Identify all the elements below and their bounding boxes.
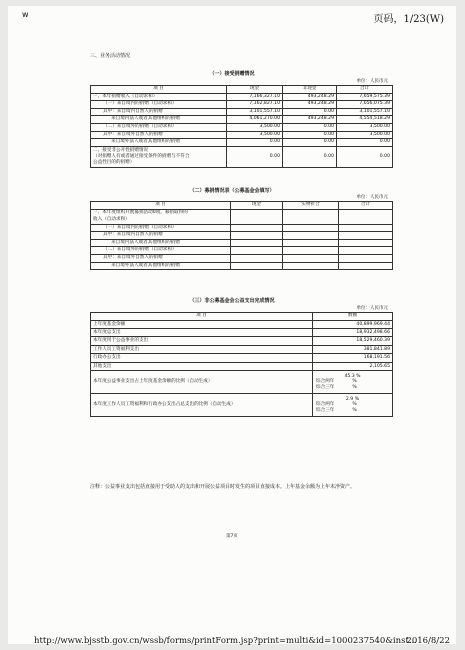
total-cell: 0.00 bbox=[337, 139, 393, 147]
cash-cell: 4,061,270.00 bbox=[227, 116, 283, 124]
table-row bbox=[91, 101, 393, 109]
total-cell bbox=[339, 254, 393, 262]
page-indicator: 页码，1/23(W) bbox=[373, 14, 444, 25]
fundraising-unit: 单位：人民币元 bbox=[356, 195, 388, 200]
cash-cell bbox=[231, 262, 283, 270]
inkind-cell bbox=[283, 247, 339, 255]
cash-cell bbox=[231, 232, 283, 240]
total-cell: 3,500.00 bbox=[337, 131, 393, 139]
cash-cell bbox=[231, 209, 283, 224]
col-header: 现金 bbox=[227, 86, 283, 94]
expenditure-table bbox=[90, 312, 393, 417]
cash-cell bbox=[231, 247, 283, 255]
noncash-cell: 0.00 bbox=[283, 139, 337, 147]
footer-date: 2016/8/22 bbox=[406, 636, 450, 646]
donations-unit: 单位：人民币元 bbox=[356, 79, 388, 84]
restricted-label bbox=[91, 146, 227, 167]
donations-table bbox=[90, 85, 393, 168]
col-header: 数额 bbox=[313, 313, 393, 321]
inkind-cell bbox=[283, 239, 339, 247]
table-row bbox=[91, 146, 393, 167]
ratio2-cell bbox=[313, 393, 393, 416]
restricted-line-1: 二、接受非公开性捐赠情况 bbox=[93, 147, 149, 153]
row-label: （一）来自境内的捐赠（自动求和） bbox=[91, 101, 227, 109]
three-year-label: 综合三年 bbox=[316, 407, 335, 413]
cash-cell: 3,500.00 bbox=[227, 123, 283, 131]
total-cell: 7,659,575.39 bbox=[337, 93, 393, 101]
row-label: 行政办公支出 bbox=[91, 354, 313, 362]
ratio2-three-year bbox=[316, 408, 389, 414]
footer-url-link[interactable]: http://www.bjsstb.gov.cn/wssb/forms/printForm.jsp?print=multi&id=1000237540&inst... bbox=[34, 636, 417, 646]
ratio2-label: 本年度工作人员工资福利和行政办公支出占总支出的比例（自动生成） bbox=[91, 393, 313, 416]
amount-cell: 18,529,460.39 bbox=[313, 337, 393, 345]
inkind-cell bbox=[283, 254, 339, 262]
row-label: 其中：来自境外自然人的捐赠 bbox=[91, 254, 231, 262]
header-mark: w bbox=[22, 10, 29, 19]
footnote: 注释：公益事业支出包括直接用于受助人的支出和开展公益项目时发生的项目直接成本。上年基金余额为上年末净资产。 bbox=[90, 484, 356, 490]
restricted-line-3: 公益性目的的捐赠） bbox=[93, 159, 135, 165]
row-label: 来自境外法人或者其他组织的捐赠 bbox=[91, 262, 231, 270]
total-cell bbox=[339, 209, 393, 224]
two-year-unit: % bbox=[352, 402, 357, 408]
row-label: （二）来自境外的捐赠（自动求和） bbox=[91, 247, 231, 255]
cash-cell: 0.00 bbox=[227, 139, 283, 147]
three-year-label: 综合三年 bbox=[316, 384, 335, 390]
row-label: （一）来自境内的捐赠（自动求和） bbox=[91, 224, 231, 232]
noncash-cell: 0.00 bbox=[283, 131, 337, 139]
table-row bbox=[91, 139, 393, 147]
total-cell: 7,656,075.39 bbox=[337, 101, 393, 109]
table-row bbox=[91, 354, 393, 362]
table-row bbox=[91, 209, 393, 224]
col-header: 非现金 bbox=[283, 86, 337, 94]
cash-cell: 7,166,327.10 bbox=[227, 93, 283, 101]
noncash-cell: 0.00 bbox=[283, 123, 337, 131]
col-header: 项 目 bbox=[91, 202, 231, 210]
total-cell: 3,101,557.10 bbox=[337, 108, 393, 116]
row-label: 其中：来自境外自然人的捐赠 bbox=[91, 131, 227, 139]
cash-cell: 0.00 bbox=[227, 146, 283, 167]
table-row bbox=[91, 116, 393, 124]
total-cell: 3,500.00 bbox=[337, 123, 393, 131]
table-row bbox=[91, 328, 393, 336]
two-year-label: 综合两年 bbox=[316, 402, 335, 408]
col-header: 项 目 bbox=[91, 86, 227, 94]
fundraising-title: （二）募捐情况表（公募基金会填写） bbox=[189, 188, 275, 194]
noncash-cell: 493,248.29 bbox=[283, 101, 337, 109]
amount-cell: 2,105.65 bbox=[313, 362, 393, 370]
table-row bbox=[91, 131, 393, 139]
table-header-row bbox=[91, 86, 393, 94]
row-label: 来自境内法人或者其他组织的捐赠 bbox=[91, 116, 227, 124]
cash-cell: 7,162,827.10 bbox=[227, 101, 283, 109]
page-number: 第7页 bbox=[226, 534, 238, 539]
three-year-unit: % bbox=[352, 384, 357, 390]
table-row bbox=[91, 247, 393, 255]
section-title: 三、业务活动情况 bbox=[90, 53, 131, 59]
table-row bbox=[91, 123, 393, 131]
col-header: 合计 bbox=[339, 202, 393, 210]
row-label: 工作人员工资福利支出 bbox=[91, 345, 313, 353]
table-row bbox=[91, 224, 393, 232]
table-row bbox=[91, 239, 393, 247]
total-cell bbox=[339, 224, 393, 232]
table-row bbox=[91, 320, 393, 328]
table-row bbox=[91, 254, 393, 262]
table-row bbox=[91, 345, 393, 353]
total-cell bbox=[339, 262, 393, 270]
total-cell: 0.00 bbox=[337, 146, 393, 167]
table-row bbox=[91, 232, 393, 240]
table-row bbox=[91, 393, 393, 416]
row-label: 一、本年捐赠收入（自动求和） bbox=[91, 93, 227, 101]
table-row bbox=[91, 337, 393, 345]
table-header-row bbox=[91, 202, 393, 210]
amount-cell: 381,841.89 bbox=[313, 345, 393, 353]
noncash-cell: 0.00 bbox=[283, 108, 337, 116]
col-header: 现金 bbox=[231, 202, 283, 210]
row-label: 本年度总支出 bbox=[91, 328, 313, 336]
cash-cell: 3,101,557.10 bbox=[227, 108, 283, 116]
table-row bbox=[91, 108, 393, 116]
fundraising-table bbox=[90, 201, 393, 270]
row-label: 其中：来自境内自然人的捐赠 bbox=[91, 108, 227, 116]
row-label-line-2: 收入（自动求和） bbox=[93, 216, 130, 222]
row-label bbox=[91, 209, 231, 224]
inkind-cell bbox=[283, 262, 339, 270]
row-label-line-1: 一、本年度组织开展募捐活动0项，募捐取得的 bbox=[93, 210, 188, 215]
cash-cell bbox=[231, 239, 283, 247]
inkind-cell bbox=[283, 209, 339, 224]
restricted-line-2: （对捐赠人有或者通过接受条件的捐赠与不符合 bbox=[93, 153, 190, 159]
two-year-label: 综合两年 bbox=[316, 379, 335, 385]
expenditure-unit: 单位：人民币元 bbox=[356, 306, 388, 311]
donations-title: （一）接受捐赠情况 bbox=[209, 71, 255, 77]
col-header: 合计 bbox=[337, 86, 393, 94]
ratio1-label: 本年度公益事业支出占上年度基金余额的比例（自动生成） bbox=[91, 370, 313, 393]
total-cell bbox=[339, 232, 393, 240]
ratio2-value: 2.9 % bbox=[345, 396, 360, 402]
document-page bbox=[8, 6, 456, 644]
table-row bbox=[91, 370, 393, 393]
col-header: 项 目 bbox=[91, 313, 313, 321]
col-header: 实物折合 bbox=[283, 202, 339, 210]
total-cell bbox=[339, 247, 393, 255]
ratio1-cell bbox=[313, 370, 393, 393]
row-label: （二）来自境外的捐赠（自动求和） bbox=[91, 123, 227, 131]
table-row bbox=[91, 262, 393, 270]
cash-cell bbox=[231, 224, 283, 232]
total-cell bbox=[339, 239, 393, 247]
ratio1-three-year bbox=[316, 385, 389, 391]
amount-cell: 168,191.56 bbox=[313, 354, 393, 362]
row-label: 来自境外法人或者其他组织的捐赠 bbox=[91, 139, 227, 147]
expenditure-title: （三）非公募基金会公益支出完成情况 bbox=[189, 298, 275, 304]
table-header-row bbox=[91, 313, 393, 321]
noncash-cell: 493,248.29 bbox=[283, 93, 337, 101]
table-row bbox=[91, 362, 393, 370]
cash-cell: 3,500.00 bbox=[227, 131, 283, 139]
table-row bbox=[91, 93, 393, 101]
amount-cell: 40,899,969.44 bbox=[313, 320, 393, 328]
inkind-cell bbox=[283, 232, 339, 240]
noncash-cell: 493,248.29 bbox=[283, 116, 337, 124]
two-year-unit: % bbox=[352, 379, 357, 385]
ratio1-value: 45.3 % bbox=[344, 373, 361, 379]
cash-cell bbox=[231, 254, 283, 262]
row-label: 来自境内法人或者其他组织的捐赠 bbox=[91, 239, 231, 247]
three-year-unit: % bbox=[352, 407, 357, 413]
total-cell: 4,554,518.29 bbox=[337, 116, 393, 124]
row-label: 上年度基金余额 bbox=[91, 320, 313, 328]
noncash-cell: 0.00 bbox=[283, 146, 337, 167]
amount-cell: 18,932,498.66 bbox=[313, 328, 393, 336]
inkind-cell bbox=[283, 224, 339, 232]
row-label: 其他支出 bbox=[91, 362, 313, 370]
row-label: 本年度用于公益事业的支出 bbox=[91, 337, 313, 345]
row-label: 其中：来自境内自然人的捐赠 bbox=[91, 232, 231, 240]
